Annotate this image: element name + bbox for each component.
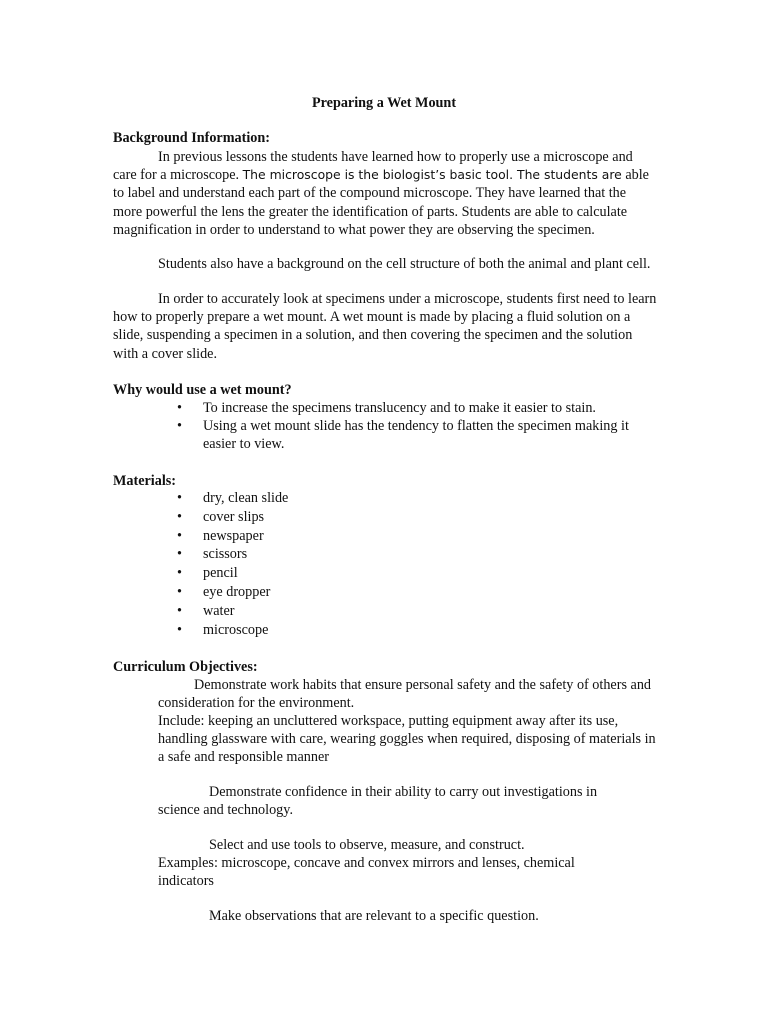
background-paragraph-1 [113, 148, 658, 239]
background-heading: Background Information: [113, 130, 271, 146]
materials-heading: Materials: [113, 473, 177, 489]
list-item: • newspaper [177, 527, 477, 546]
background-text-c: able to label and understand each part of the compound microscope. They have learned that the more powerful the lens the greater the identification of parts. Students are able to calculate magnification in order to understand to what power they are observing the specimen. [113, 167, 649, 238]
list-item: • microscope [177, 621, 477, 640]
background-text-b: The microscope is the biologist’s basic tool. The students are [242, 167, 622, 183]
list-item: • cover slips [177, 508, 477, 527]
objective-2: Demonstrate confidence in their ability to carry out investigations in science and technology. [158, 784, 598, 819]
list-item: • To increase the specimens translucency and to make it easier to stain. [177, 399, 647, 417]
why-list [177, 399, 647, 454]
objective-4: Make observations that are relevant to a specific question. [209, 908, 539, 924]
list-item: • pencil [177, 564, 477, 583]
background-text-a: In previous lessons the students have learned how to properly use a microscope and care for a microscope. [113, 149, 633, 184]
list-item: • water [177, 602, 477, 621]
why-heading: Why would use a wet mount? [113, 382, 292, 398]
materials-list [177, 489, 477, 639]
page-title: Preparing a Wet Mount [311, 95, 457, 111]
objective-1: Demonstrate work habits that ensure personal safety and the safety of others and consideration for the environment. [158, 677, 652, 712]
background-paragraph-2: Students also have a background on the cell structure of both the animal and plant cell. [158, 256, 651, 272]
list-item: • dry, clean slide [177, 489, 477, 508]
curriculum-heading: Curriculum Objectives: [113, 659, 258, 675]
objective-3-examples: Examples: microscope, concave and convex mirrors and lenses, chemical indicators [158, 855, 575, 890]
objective-3: Select and use tools to observe, measure, and construct. [209, 837, 525, 853]
background-paragraph-3: In order to accurately look at specimens under a microscope, students first need to learn how to properly prepare a wet mount. A wet mount is made by placing a fluid solution on a slide, suspending a specimen in a solution, and then covering the specimen and the solution with a cover slide. [113, 291, 657, 362]
list-item: • eye dropper [177, 583, 477, 602]
objective-1-include: Include: keeping an uncluttered workspace, putting equipment away after its use, handling glassware with care, wearing goggles when required, disposing of materials in a safe and responsible manner [158, 713, 656, 766]
list-item: • scissors [177, 545, 477, 564]
list-item: • Using a wet mount slide has the tendency to flatten the specimen making it easier to view. [177, 417, 647, 453]
